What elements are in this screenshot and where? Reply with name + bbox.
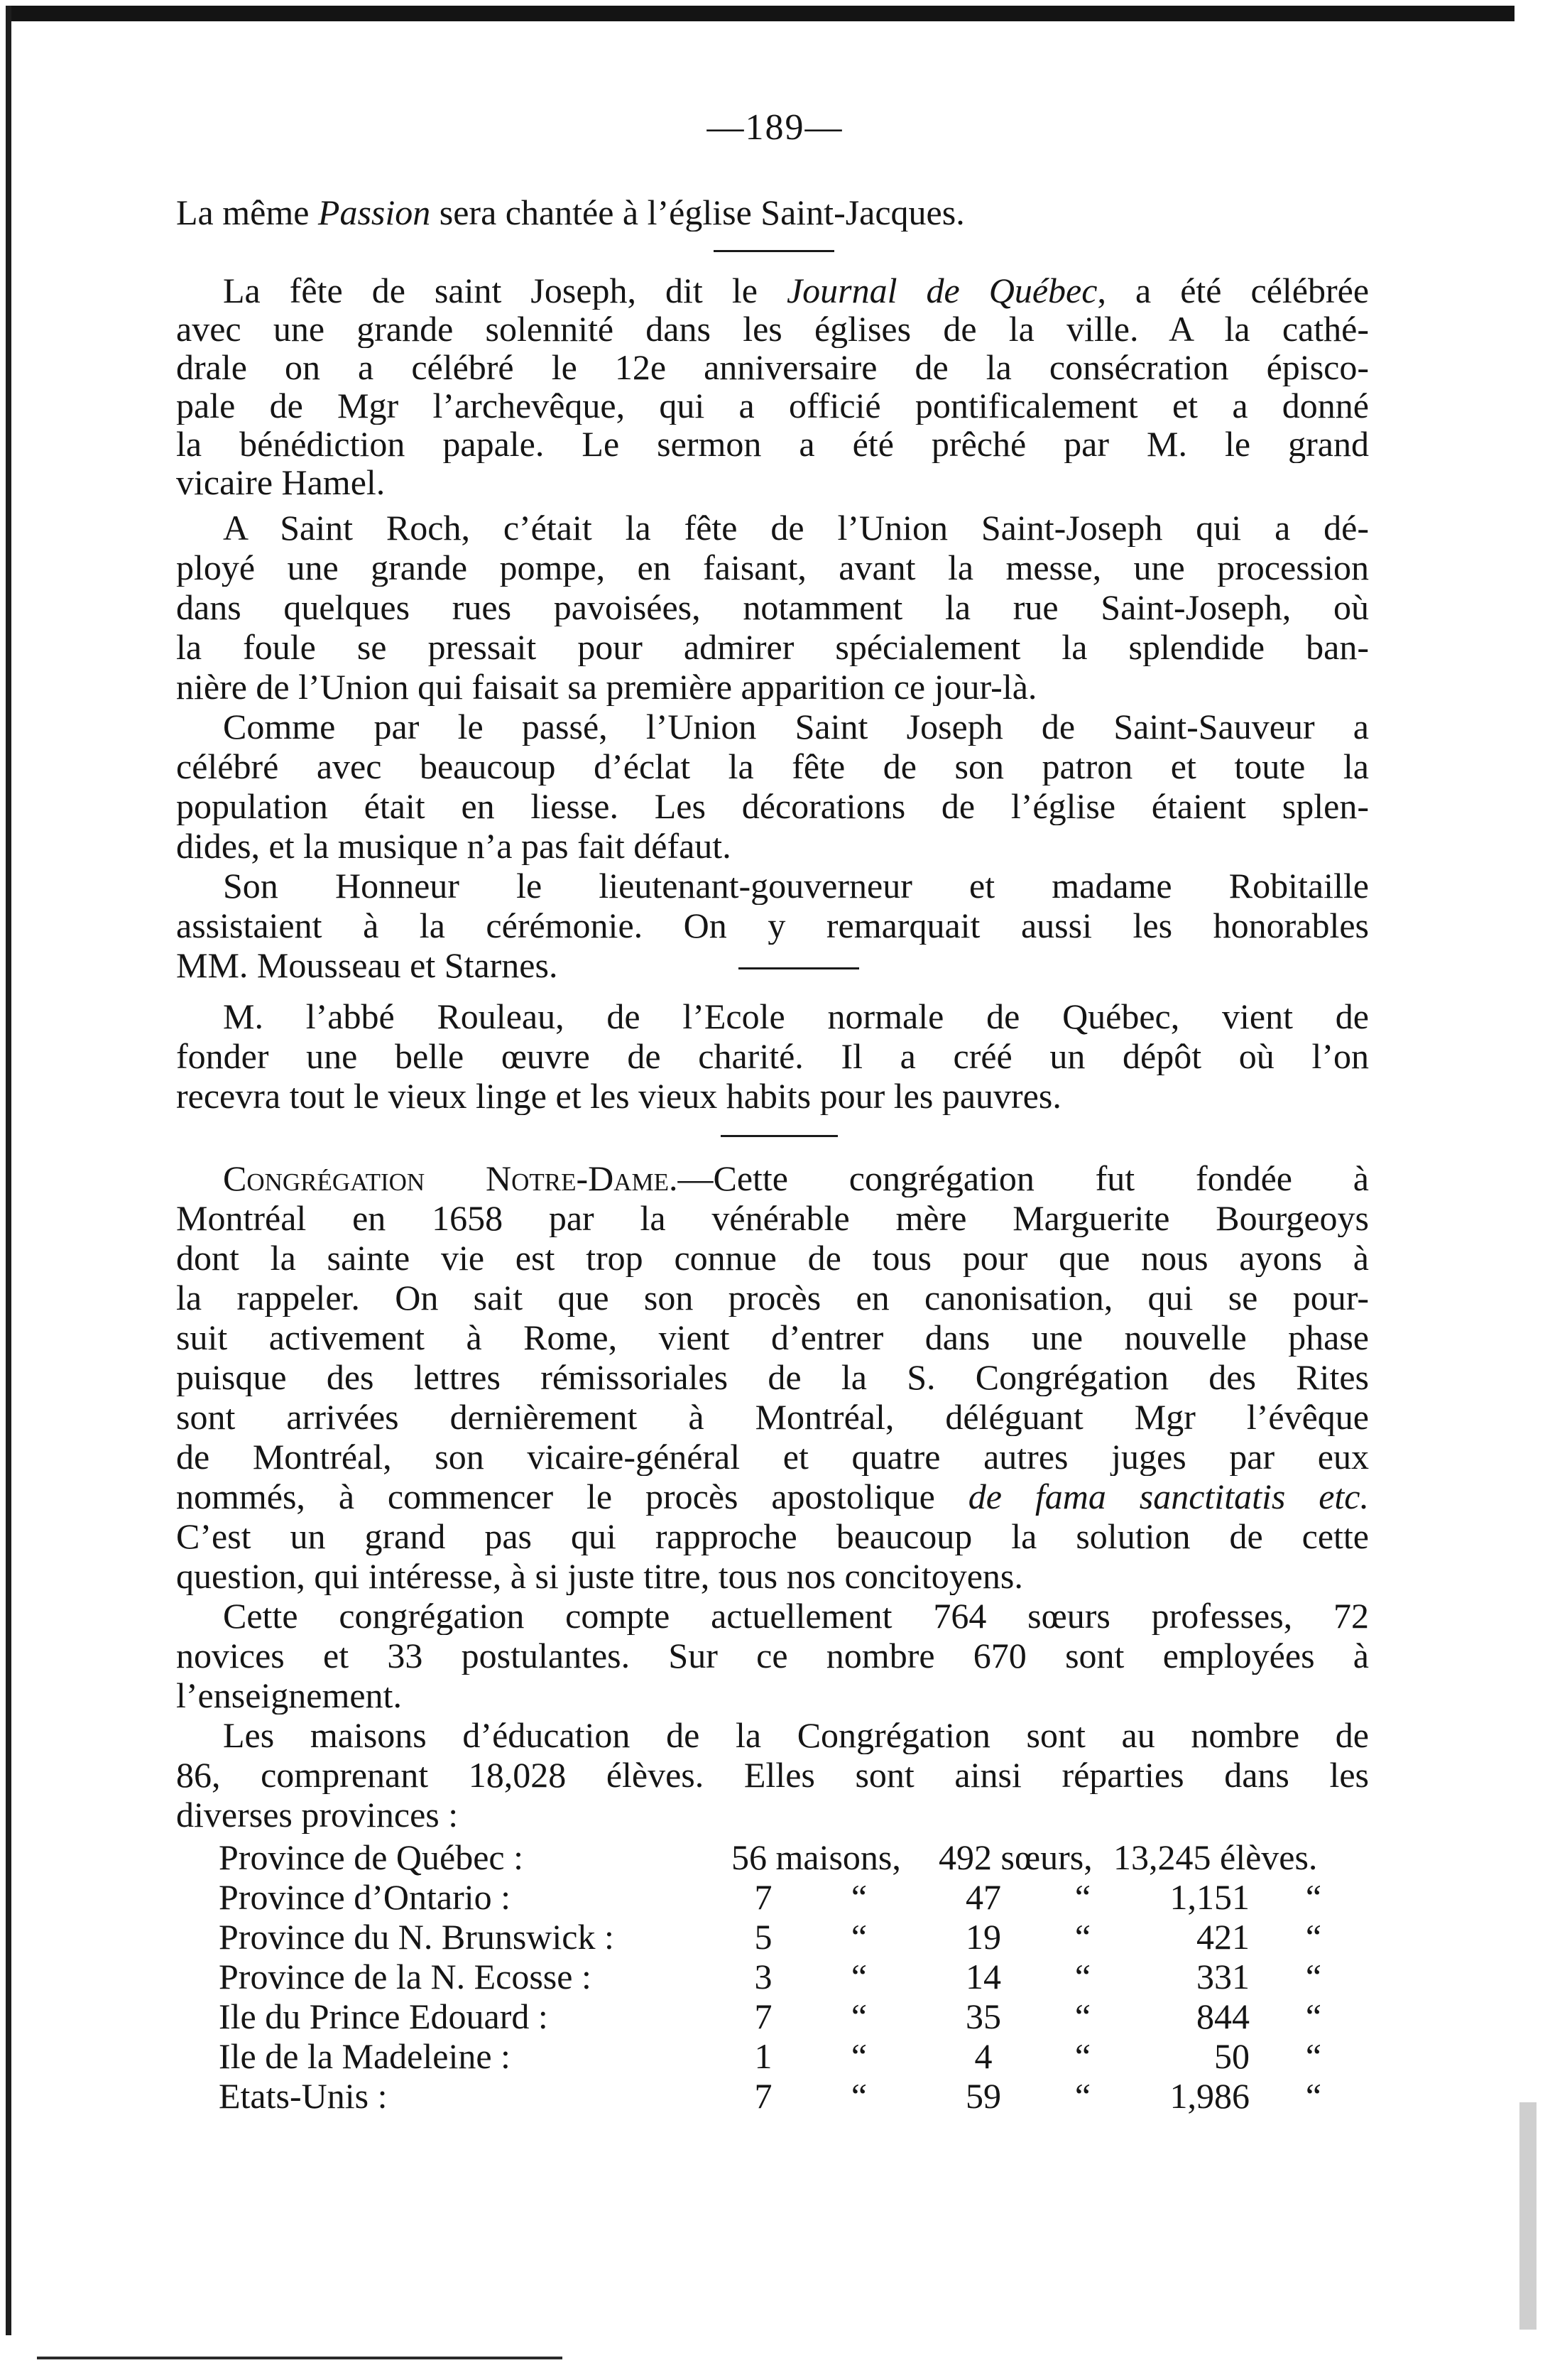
text-line: M. l’abbé Rouleau, de l’Ecole normale de Québec, vient de [223, 997, 1369, 1036]
table-cell-soeurs: 4 [974, 2036, 993, 2076]
text-line: la bénédiction papale. Le sermon a été prêché par M. le grand [176, 425, 1369, 463]
table-cell-province: Etats-Unis : [219, 2076, 388, 2116]
scan-left-border [6, 6, 11, 2335]
table-cell-eleves: 50 [1214, 2036, 1250, 2076]
text-line: Montréal en 1658 par la vénérable mère Marguerite Bourgeoys [176, 1199, 1369, 1237]
ditto-mark: “ [1074, 2036, 1091, 2076]
table-cell-maisons: 5 [754, 1917, 773, 1957]
table-cell-maisons: 3 [754, 1957, 773, 1996]
ditto-mark: “ [1305, 2036, 1322, 2076]
text-line: la rappeler. On sait que son procès en canonisation, qui se pour- [176, 1278, 1369, 1317]
text-line: la foule se pressait pour admirer spécialement la splendide ban- [176, 628, 1369, 666]
ditto-mark: “ [851, 1957, 868, 1996]
text-line: nommés, à commencer le procès apostolique de fama sanctitatis etc. [176, 1477, 1369, 1516]
text-line: dans quelques rues pavoisées, notamment la rue Saint-Joseph, où [176, 588, 1369, 626]
text-line: La fête de saint Joseph, dit le Journal de Québec, a été célébrée [223, 271, 1369, 310]
text-line: Cette congrégation compte actuellement 764 sœurs professes, 72 [223, 1597, 1369, 1635]
table-cell-province: Province de la N. Ecosse : [219, 1957, 591, 1996]
text-line: Son Honneur le lieutenant-gouverneur et madame Robitaille [223, 866, 1369, 905]
table-cell-maisons: 7 [754, 1877, 773, 1917]
table-cell-soeurs: 492 sœurs, [939, 1837, 1093, 1877]
ditto-mark: “ [1305, 1996, 1322, 2036]
table-cell-province: Province du N. Brunswick : [219, 1917, 614, 1957]
text-line: Comme par le passé, l’Union Saint Joseph de Saint-Sauveur a [223, 707, 1369, 746]
ditto-mark: “ [1305, 1877, 1322, 1917]
ditto-mark: “ [1074, 1957, 1091, 1996]
scan-bottom-line [37, 2357, 562, 2359]
text-line: drale on a célébré le 12e anniversaire de la consécration épisco- [176, 348, 1369, 386]
ditto-mark: “ [851, 2076, 868, 2116]
table-cell-eleves: 1,151 [1169, 1877, 1250, 1917]
section-rule [714, 250, 834, 252]
table-cell-province: Province d’Ontario : [219, 1877, 511, 1917]
text-line: Congrégation Notre-Dame.—Cette congrégation fut fondée à [223, 1159, 1369, 1197]
text-line: 86, comprenant 18,028 élèves. Elles sont ainsi réparties dans les [176, 1756, 1369, 1794]
table-cell-soeurs: 35 [966, 1996, 1001, 2036]
table-cell-soeurs: 14 [966, 1957, 1001, 1996]
ditto-mark: “ [851, 1917, 868, 1957]
table-cell-province: Province de Québec : [219, 1837, 524, 1877]
ditto-mark: “ [851, 1996, 868, 2036]
text-line: population était en liesse. Les décorations de l’église étaient splen- [176, 787, 1369, 825]
ditto-mark: “ [851, 2036, 868, 2076]
text-line: pale de Mgr l’archevêque, qui a officié pontificalement et a donné [176, 386, 1369, 425]
table-cell-soeurs: 59 [966, 2076, 1001, 2116]
text-line: Les maisons d’éducation de la Congrégation sont au nombre de [223, 1716, 1369, 1754]
text-line: assistaient à la cérémonie. On y remarquait aussi les honorables [176, 906, 1369, 945]
text-line: puisque des lettres rémissoriales de la S. Congrégation des Rites [176, 1358, 1369, 1396]
ditto-mark: “ [1074, 1877, 1091, 1917]
text-line: La même Passion sera chantée à l’église Saint-Jacques. [176, 193, 965, 232]
ditto-mark: “ [1074, 1917, 1091, 1957]
table-cell-eleves: 331 [1196, 1957, 1250, 1996]
text-line: suit activement à Rome, vient d’entrer dans une nouvelle phase [176, 1318, 1369, 1357]
table-cell-maisons: 7 [754, 2076, 773, 2116]
table-cell-maisons: 1 [754, 2036, 773, 2076]
table-cell-maisons: 7 [754, 1996, 773, 2036]
text-line: question, qui intéresse, à si juste titre, tous nos concitoyens. [176, 1557, 1023, 1595]
table-cell-eleves: 1,986 [1169, 2076, 1250, 2116]
table-cell-maisons: 56 maisons, [731, 1837, 901, 1877]
text-line: de Montréal, son vicaire-général et quatre autres juges par eux [176, 1438, 1369, 1476]
ditto-mark: “ [1305, 1917, 1322, 1957]
text-line: sont arrivées dernièrement à Montréal, déléguant Mgr l’évêque [176, 1398, 1369, 1436]
text-line: dides, et la musique n’a pas fait défaut. [176, 827, 731, 865]
text-line: diverses provinces : [176, 1795, 459, 1834]
text-line: vicaire Hamel. [176, 463, 386, 501]
ditto-mark: “ [1305, 1957, 1322, 1996]
table-cell-soeurs: 47 [966, 1877, 1001, 1917]
text-line: l’enseignement. [176, 1676, 402, 1715]
table-cell-soeurs: 19 [966, 1917, 1001, 1957]
section-rule [721, 1135, 838, 1137]
page-number: —189— [706, 107, 844, 148]
section-rule [738, 967, 859, 969]
ditto-mark: “ [1074, 1996, 1091, 2036]
text-line: dont la sainte vie est trop connue de tous pour que nous ayons à [176, 1239, 1369, 1277]
text-line: novices et 33 postulantes. Sur ce nombre 670 sont employées à [176, 1636, 1369, 1675]
ditto-mark: “ [1305, 2076, 1322, 2116]
text-line: fonder une belle œuvre de charité. Il a créé un dépôt où l’on [176, 1037, 1369, 1075]
table-cell-eleves: 13,245 élèves. [1113, 1837, 1318, 1877]
text-line: ployé une grande pompe, en faisant, avant la messe, une procession [176, 548, 1369, 587]
table-cell-province: Ile du Prince Edouard : [219, 1996, 548, 2036]
scan-edge-mark [1519, 2102, 1537, 2330]
text-line: célébré avec beaucoup d’éclat la fête de son patron et toute la [176, 747, 1369, 786]
ditto-mark: “ [1074, 2076, 1091, 2116]
text-line: avec une grande solennité dans les églises de la ville. A la cathé- [176, 310, 1369, 348]
text-line: MM. Mousseau et Starnes. [176, 946, 558, 984]
text-line: C’est un grand pas qui rapproche beaucoup la solution de cette [176, 1517, 1369, 1555]
ditto-mark: “ [851, 1877, 868, 1917]
text-line: nière de l’Union qui faisait sa première apparition ce jour-là. [176, 668, 1037, 706]
scan-top-border [6, 6, 1514, 21]
table-cell-eleves: 421 [1196, 1917, 1250, 1957]
text-line: recevra tout le vieux linge et les vieux habits pour les pauvres. [176, 1077, 1061, 1115]
table-cell-eleves: 844 [1196, 1996, 1250, 2036]
table-cell-province: Ile de la Madeleine : [219, 2036, 511, 2076]
text-line: A Saint Roch, c’était la fête de l’Union Saint-Joseph qui a dé- [223, 509, 1369, 547]
